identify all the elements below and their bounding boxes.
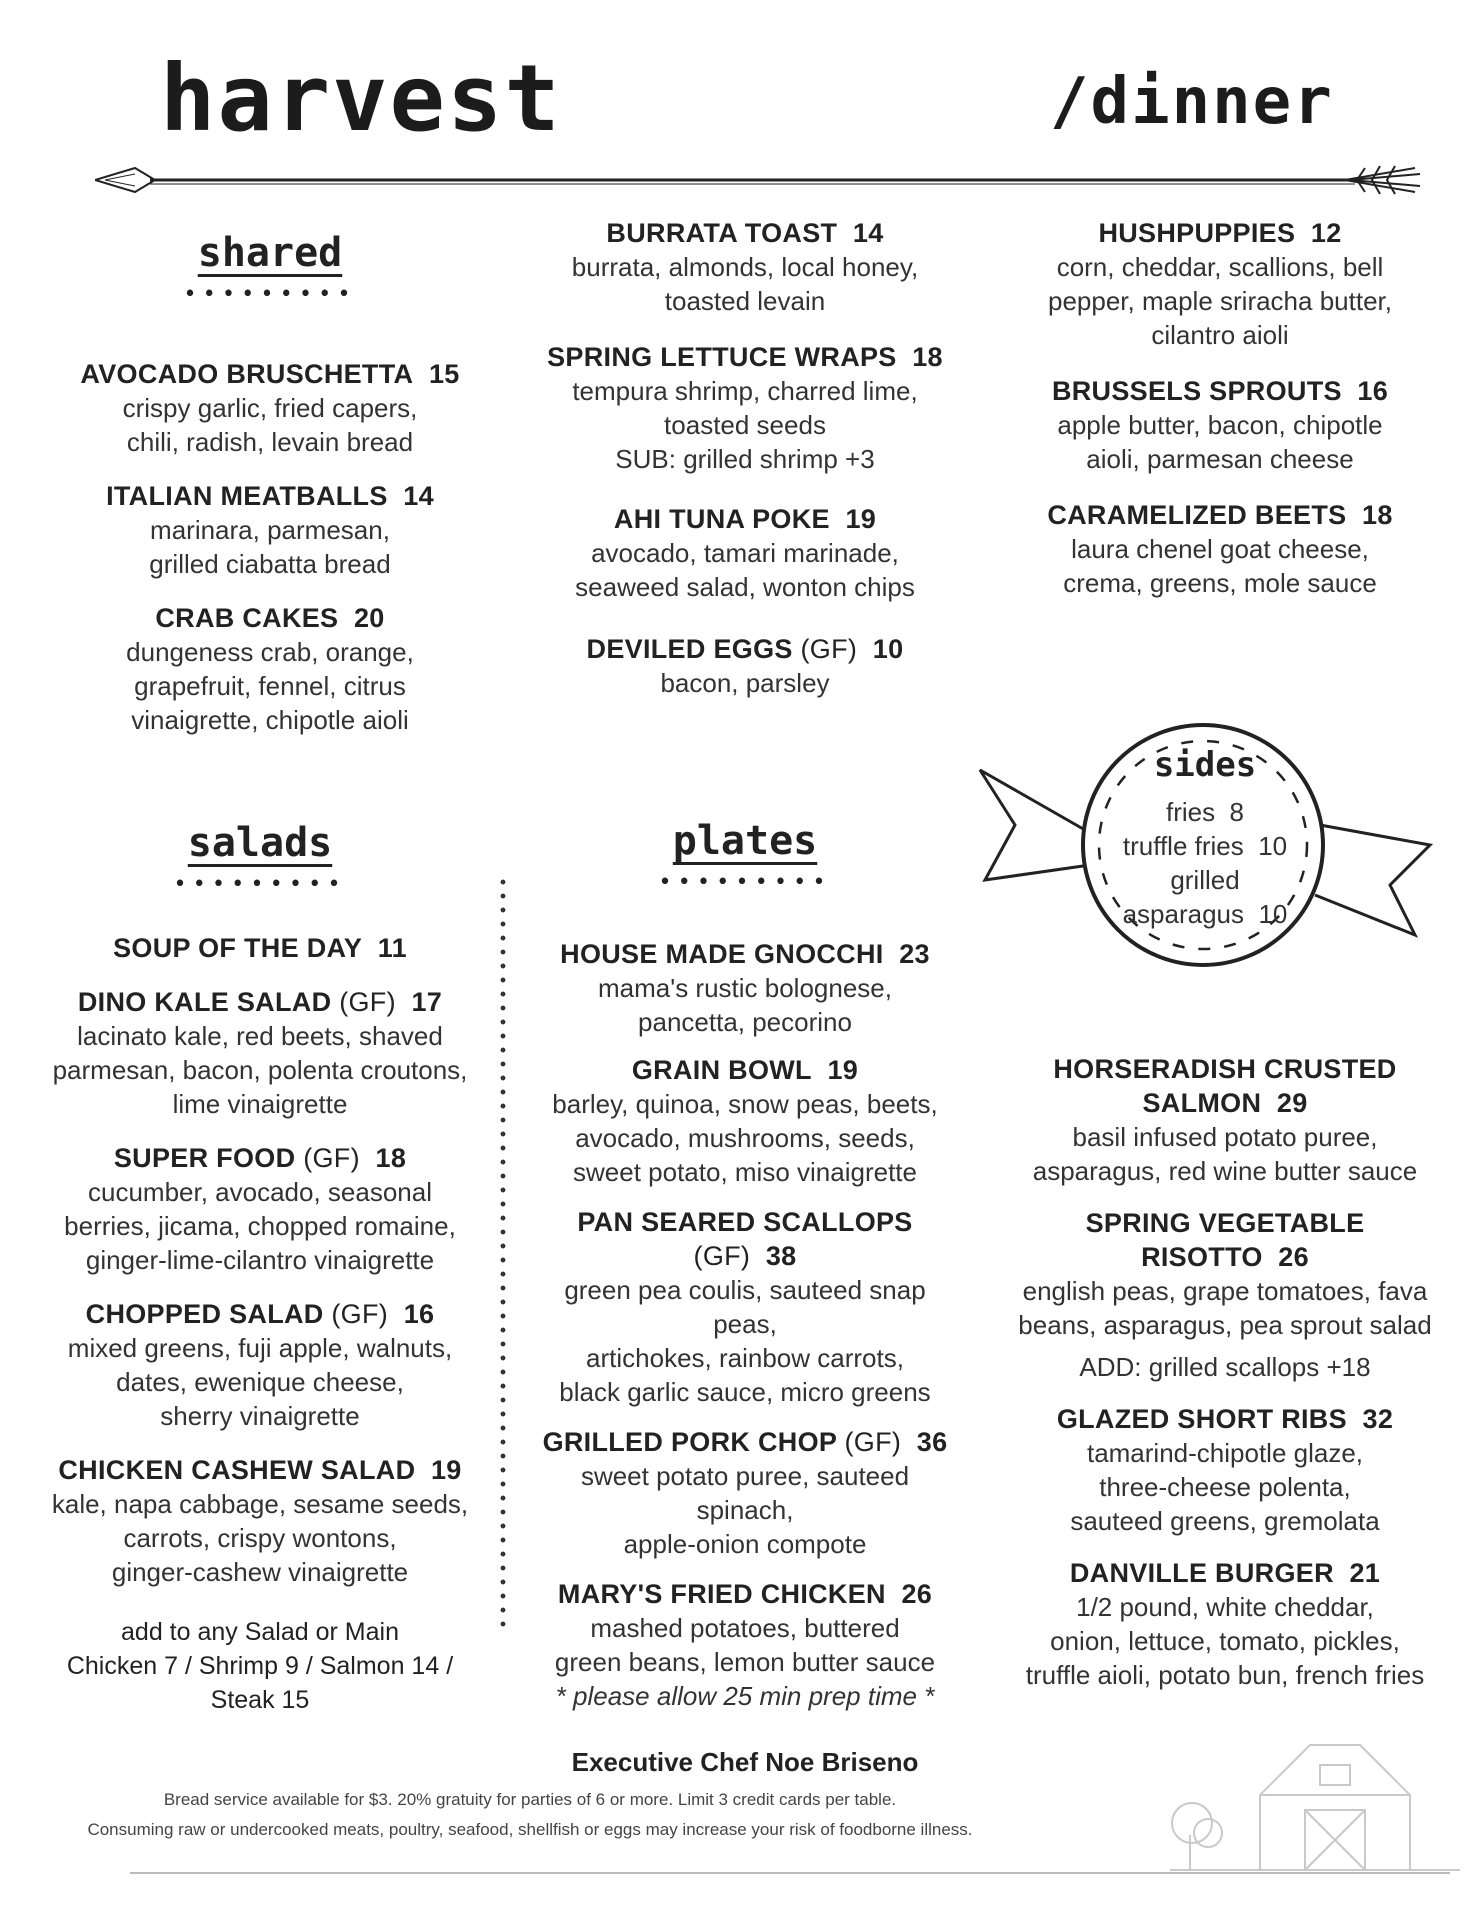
item-desc: marinara, parmesan, xyxy=(150,515,390,545)
item-desc: truffle aioli, potato bun, french fries xyxy=(1025,1660,1425,1690)
item-desc: vinaigrette, chipotle aioli xyxy=(131,705,409,735)
menu-item xyxy=(1000,498,1440,600)
item-desc: bacon, parsley xyxy=(660,668,830,698)
item-desc: grilled ciabatta bread xyxy=(149,549,391,579)
section-dots: ••••••••• xyxy=(183,282,357,307)
item-desc: aioli, parmesan cheese xyxy=(1086,444,1354,474)
item-desc: toasted levain xyxy=(664,286,826,316)
item-desc: dungeness crab, orange, xyxy=(126,637,414,667)
column-right xyxy=(1000,216,1440,600)
item-desc: asparagus, red wine butter sauce xyxy=(1032,1156,1418,1186)
item-title: MARY'S FRIED CHICKEN 26 xyxy=(557,1579,933,1609)
item-desc: sherry vinaigrette xyxy=(160,1401,360,1431)
menu-item xyxy=(40,931,480,965)
menu-item xyxy=(530,1205,960,1409)
menu-name: /dinner xyxy=(1050,65,1334,139)
item-desc: dates, ewenique cheese, xyxy=(116,1367,404,1397)
item-desc: pancetta, pecorino xyxy=(638,1007,852,1037)
item-desc: sweet potato puree, sauteed spinach, xyxy=(580,1461,910,1525)
side-item: fries 8 xyxy=(1165,797,1245,827)
item-desc: berries, jicama, chopped romaine, xyxy=(64,1211,456,1241)
item-title: AVOCADO BRUSCHETTA 15 xyxy=(80,359,460,389)
section-heading-salads: salads xyxy=(187,820,333,866)
column-plates-right xyxy=(1000,1052,1450,1692)
menu-item xyxy=(1000,1052,1450,1188)
item-title: DANVILLE BURGER 21 xyxy=(1069,1558,1381,1588)
arrow-divider-icon xyxy=(95,160,1425,200)
item-title: PAN SEARED SCALLOPS (GF) 38 xyxy=(577,1207,913,1271)
section-dots: ••••••••• xyxy=(658,870,832,895)
item-title: CARAMELIZED BEETS 18 xyxy=(1047,500,1393,530)
menu-item xyxy=(530,937,960,1039)
section-heading-plates: plates xyxy=(672,818,818,864)
item-desc: green beans, lemon butter sauce xyxy=(554,1647,936,1677)
item-desc: chili, radish, levain bread xyxy=(126,427,414,457)
item-desc: apple butter, bacon, chipotle xyxy=(1057,410,1383,440)
footer-notes xyxy=(60,1785,1000,1845)
item-desc: corn, cheddar, scallions, bell xyxy=(1056,252,1384,282)
side-item: truffle fries 10 xyxy=(1122,831,1288,861)
item-desc: avocado, tamari marinade, xyxy=(591,538,899,568)
addons-prices: Chicken 7 / Shrimp 9 / Salmon 14 / Steak 15 xyxy=(66,1652,454,1714)
menu-item xyxy=(60,601,480,737)
vertical-dotted-divider xyxy=(500,875,506,1635)
addons xyxy=(40,1615,480,1717)
column-plates xyxy=(530,818,960,1778)
item-desc: three-cheese polenta, xyxy=(1099,1472,1351,1502)
item-desc: lime vinaigrette xyxy=(172,1089,348,1119)
item-note: ADD: grilled scallops +18 xyxy=(1079,1352,1371,1382)
item-title: GRILLED PORK CHOP (GF) 36 xyxy=(542,1427,948,1457)
menu-item xyxy=(530,632,960,700)
item-title: HOUSE MADE GNOCCHI 23 xyxy=(560,939,930,969)
item-desc: cucumber, avocado, seasonal xyxy=(88,1177,432,1207)
item-desc: seaweed salad, wonton chips xyxy=(575,572,915,602)
menu-item xyxy=(530,502,960,604)
item-desc: artichokes, rainbow carrots, xyxy=(586,1343,904,1373)
item-desc: parmesan, bacon, polenta croutons, xyxy=(52,1055,468,1085)
item-desc: beans, asparagus, pea sprout salad xyxy=(1018,1310,1432,1340)
item-desc: mama's rustic bolognese, xyxy=(598,973,892,1003)
item-desc: cilantro aioli xyxy=(1151,320,1289,350)
item-title: SOUP OF THE DAY 11 xyxy=(113,933,407,963)
item-desc: carrots, crispy wontons, xyxy=(123,1523,397,1553)
item-desc: black garlic sauce, micro greens xyxy=(559,1377,931,1407)
item-title: HUSHPUPPIES 12 xyxy=(1098,218,1342,248)
item-desc: onion, lettuce, tomato, pickles, xyxy=(1050,1626,1400,1656)
item-desc: laura chenel goat cheese, xyxy=(1071,534,1369,564)
item-desc: mixed greens, fuji apple, walnuts, xyxy=(67,1333,453,1363)
item-desc: green pea coulis, sauteed snap peas, xyxy=(564,1275,926,1339)
menu-item xyxy=(40,1141,480,1277)
item-desc: english peas, grape tomatoes, fava xyxy=(1022,1276,1428,1306)
item-desc: burrata, almonds, local honey, xyxy=(571,252,919,282)
menu-item xyxy=(530,1425,960,1561)
sides-badge xyxy=(1085,745,1325,931)
item-title: SPRING LETTUCE WRAPS 18 xyxy=(547,342,943,372)
brand-title: harvest xyxy=(160,45,562,152)
column-middle xyxy=(530,216,960,700)
item-desc: sauteed greens, gremolata xyxy=(1070,1506,1380,1536)
item-desc: ginger-lime-cilantro vinaigrette xyxy=(85,1245,435,1275)
menu-item xyxy=(60,357,480,459)
item-desc: ginger-cashew vinaigrette xyxy=(111,1557,409,1587)
item-desc: mashed potatoes, buttered xyxy=(590,1613,900,1643)
item-title: GLAZED SHORT RIBS 32 xyxy=(1056,1404,1394,1434)
menu-item xyxy=(1000,1402,1450,1538)
item-title: GRAIN BOWL 19 xyxy=(631,1055,859,1085)
menu-item xyxy=(1000,374,1440,476)
item-desc: apple-onion compote xyxy=(623,1529,867,1559)
item-title: SPRING VEGETABLE RISOTTO 26 xyxy=(1085,1208,1365,1272)
item-title: CRAB CAKES 20 xyxy=(155,603,385,633)
menu-item xyxy=(1000,1556,1450,1692)
footer-line: Consuming raw or undercooked meats, poultry, seafood, shellfish or eggs may increase your risk of foodborne illness. xyxy=(87,1820,973,1839)
item-desc: kale, napa cabbage, sesame seeds, xyxy=(51,1489,469,1519)
item-desc: basil infused potato puree, xyxy=(1072,1122,1378,1152)
item-title: CHICKEN CASHEW SALAD 19 xyxy=(58,1455,462,1485)
item-title: BRUSSELS SPROUTS 16 xyxy=(1051,376,1389,406)
item-desc: SUB: grilled shrimp +3 xyxy=(615,444,875,474)
item-desc: toasted seeds xyxy=(664,410,826,440)
chef-credit: Executive Chef Noe Briseno xyxy=(571,1747,919,1777)
item-desc: crema, greens, mole sauce xyxy=(1063,568,1377,598)
side-item: grilled asparagus 10 xyxy=(1122,865,1288,929)
column-left xyxy=(60,230,480,737)
menu-item xyxy=(60,479,480,581)
item-title: HORSERADISH CRUSTED SALMON 29 xyxy=(1053,1054,1397,1118)
item-desc: tempura shrimp, charred lime, xyxy=(572,376,918,406)
menu-item xyxy=(40,1453,480,1589)
barn-icon xyxy=(1170,1735,1460,1875)
item-desc: sweet potato, miso vinaigrette xyxy=(573,1157,917,1187)
item-desc: lacinato kale, red beets, shaved xyxy=(77,1021,443,1051)
section-dots: ••••••••• xyxy=(173,872,347,897)
item-title: BURRATA TOAST 14 xyxy=(606,218,884,248)
item-desc: crispy garlic, fried capers, xyxy=(122,393,418,423)
item-desc: barley, quinoa, snow peas, beets, xyxy=(552,1089,938,1119)
menu-item xyxy=(530,1053,960,1189)
item-desc: tamarind-chipotle glaze, xyxy=(1086,1438,1364,1468)
column-salads xyxy=(40,820,480,1717)
item-title: SUPER FOOD (GF) 18 xyxy=(113,1143,407,1173)
addons-title: add to any Salad or Main xyxy=(121,1618,399,1646)
footer-line: Bread service available for $3. 20% gratuity for parties of 6 or more. Limit 3 credit cards per table. xyxy=(163,1790,897,1809)
item-title: CHOPPED SALAD (GF) 16 xyxy=(85,1299,435,1329)
item-note: * please allow 25 min prep time * xyxy=(555,1681,935,1711)
menu-item xyxy=(530,216,960,318)
menu-item xyxy=(40,1297,480,1433)
menu-item xyxy=(1000,1206,1450,1384)
menu-item xyxy=(40,985,480,1121)
section-heading-sides: sides xyxy=(1153,745,1257,785)
item-title: ITALIAN MEATBALLS 14 xyxy=(106,481,434,511)
item-desc: avocado, mushrooms, seeds, xyxy=(575,1123,915,1153)
item-desc: 1/2 pound, white cheddar, xyxy=(1076,1592,1374,1622)
item-title: DEVILED EGGS (GF) 10 xyxy=(586,634,904,664)
menu-item xyxy=(530,340,960,476)
menu-item xyxy=(1000,216,1440,352)
item-desc: pepper, maple sriracha butter, xyxy=(1048,286,1392,316)
menu-item xyxy=(530,1577,960,1713)
section-heading-shared: shared xyxy=(197,230,343,276)
item-desc: grapefruit, fennel, citrus xyxy=(134,671,406,701)
item-title: AHI TUNA POKE 19 xyxy=(613,504,877,534)
item-title: DINO KALE SALAD (GF) 17 xyxy=(77,987,443,1017)
